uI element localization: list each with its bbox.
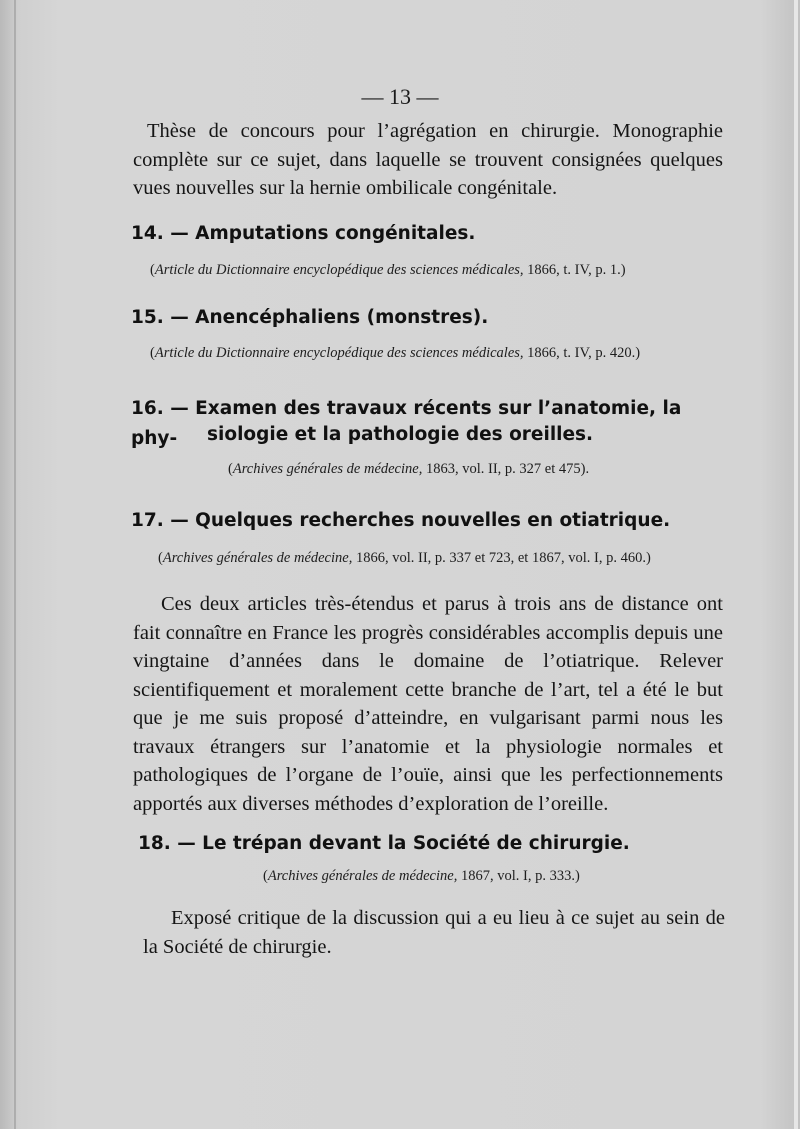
entry-16-heading-line2: siologie et la pathologie des oreilles. <box>207 424 594 445</box>
page-right-edge <box>794 0 798 1129</box>
intro-paragraph: Thèse de concours pour l’agrégation en chirurgie. Monographie complète sur ce sujet, dans laquelle se trouvent consignées quelques vues nouvelles sur la hernie ombilicale congénitale. <box>133 120 723 199</box>
entry-15-ref-details: 1866, t. IV, p. 420.) <box>523 345 641 361</box>
entry-18-ref-details: 1867, vol. I, p. 333.) <box>457 868 580 884</box>
page-number: — 13 — <box>361 84 439 109</box>
entry-18-heading: 18. — Le trépan devant la Société de chirurgie. <box>138 833 630 854</box>
entry-18-paragraph: Exposé critique de la discussion qui a eu lieu à ce sujet au sein de la Société de chirurgie. <box>143 907 725 958</box>
ref-open: ( <box>158 550 163 566</box>
ref-open: ( <box>150 345 155 361</box>
entry-18-reference <box>263 866 580 886</box>
entry-17-reference <box>158 548 651 568</box>
entry-15-ref-source: Article du Dictionnaire encyclopédique des sciences médicales, <box>154 345 524 361</box>
entry-17-ref-details: 1866, vol. II, p. 337 et 723, et 1867, vol. I, p. 460.) <box>352 550 651 566</box>
entry-16-reference <box>228 459 589 479</box>
entry-18-ref-source: Archives générales de médecine, <box>267 868 458 884</box>
entry-15-heading: 15. — Anencéphaliens (monstres). <box>131 307 489 328</box>
entry-14-heading: 14. — Amputations congénitales. <box>131 223 476 244</box>
entry-17-heading: 17. — Quelques recherches nouvelles en otiatrique. <box>131 510 671 531</box>
entry-16-heading-line1: 16. — Examen des travaux récents sur l’anatomie, la phy- <box>131 398 682 449</box>
entry-16-ref-source: Archives générales de médecine, <box>232 461 423 477</box>
entry-17-paragraph: Ces deux articles très-étendus et parus à trois ans de distance ont fait connaître en France les progrès considérables accomplis depuis une vingtaine d’années dans le domaine de l’otiatrique. Relever scientifiquement et moralement cette branche de l’art, tel a été le but que je me suis proposé d’atteindre, en vulgarisant parmi nous les travaux étrangers sur l’anatomie et la physiologie normales et pathologiques de l’organe de l’ouïe, ainsi que les perfectionnements apportés aux diverses méthodes d’exploration de l’oreille. <box>133 593 723 815</box>
entry-14-reference <box>150 260 626 280</box>
ref-open: ( <box>263 868 268 884</box>
ref-open: ( <box>228 461 233 477</box>
entry-15-reference <box>150 343 640 363</box>
entry-14-ref-source: Article du Dictionnaire encyclopédique des sciences médicales, <box>154 262 524 278</box>
ref-open: ( <box>150 262 155 278</box>
entry-16-ref-details: 1863, vol. II, p. 327 et 475). <box>422 461 590 477</box>
entry-14-ref-details: 1866, t. IV, p. 1.) <box>523 262 626 278</box>
page-left-edge <box>14 0 16 1129</box>
entry-17-ref-source: Archives générales de médecine, <box>162 550 353 566</box>
